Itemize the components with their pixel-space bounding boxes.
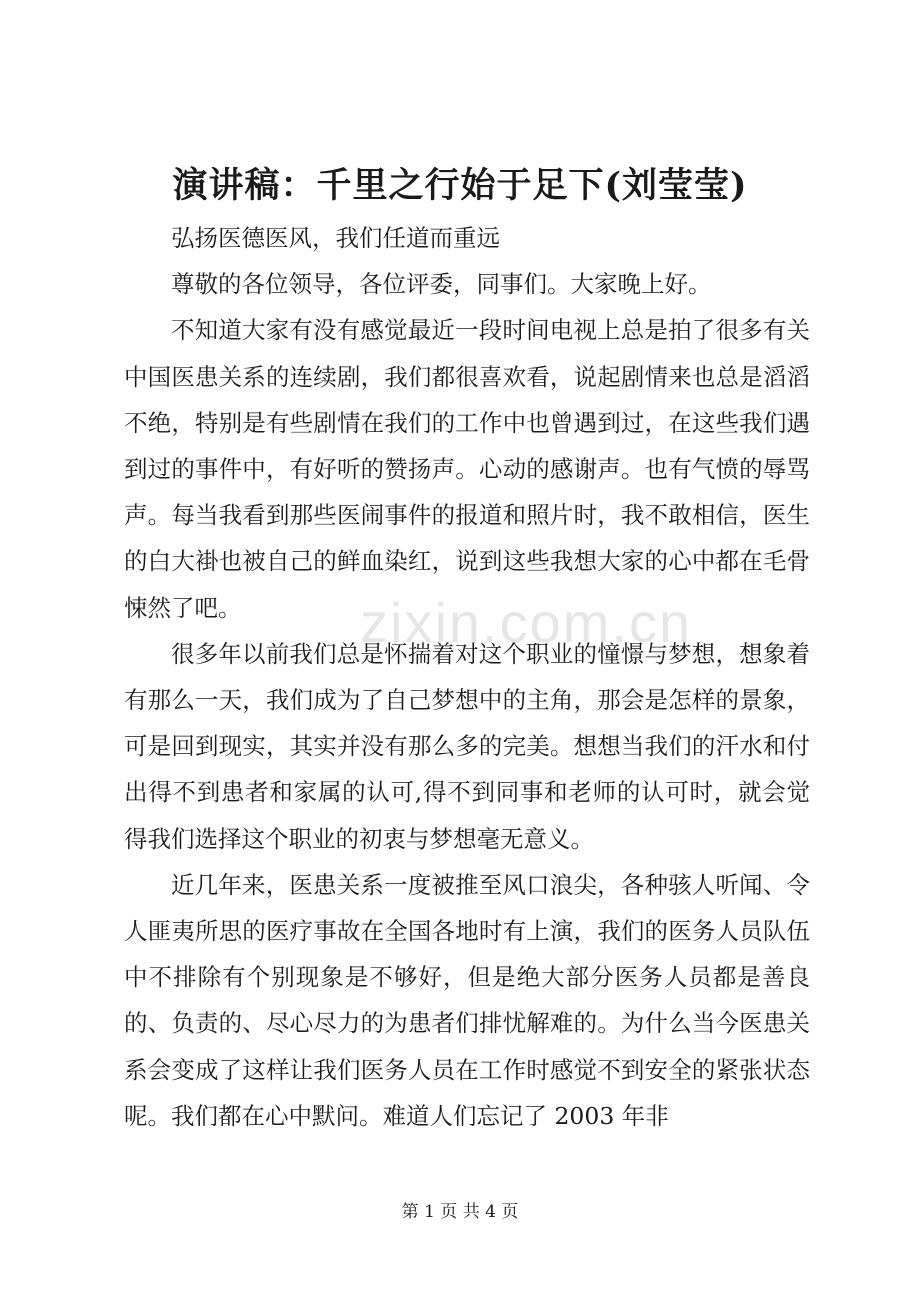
paragraph: 很多年以前我们总是怀揣着对这个职业的憧憬与梦想，想象着有那么一天，我们成为了自己梦想中的主角，那会是怎样的景象，可是回到现实，其实并没有那么多的完美。想想当我们的汗水和付出得不到患者和家属的认可,得不到同事和老师的认可时，就会觉得我们选择这个职业的初衷与梦想毫无意义。 (124, 639, 810, 853)
paragraph-greeting: 尊敬的各位领导，各位评委，同事们。大家晚上好。 (171, 270, 712, 299)
document-title: 演讲稿：千里之行始于足下(刘莹莹) (172, 165, 748, 206)
document-body (124, 215, 810, 1139)
paragraph: 近几年来，医患关系一度被推至风口浪尖，各种骇人听闻、令人匪夷所思的医疗事故在全国各地时有上演，我们的医务人员队伍中不排除有个别现象是不够好，但是绝大部分医务人员都是善良的、负责的、尽心尽力的为患者们排忧解难的。为什么当今医患关系会变成了这样让我们医务人员在工作时感觉不到安全的紧张状态呢。我们都在心中默问。难道人们忘记了 2003 年非 (124, 870, 810, 1130)
paragraph: 不知道大家有没有感觉最近一段时间电视上总是拍了很多有关中国医患关系的连续剧，我们都很喜欢看，说起剧情来也总是滔滔不绝，特别是有些剧情在我们的工作中也曾遇到过，在这些我们遇到过的事件中，有好听的赞扬声。心动的感谢声。也有气愤的辱骂声。每当我看到那些医闹事件的报道和照片时，我不敢相信，医生的白大褂也被自己的鲜血染红，说到这些我想大家的心中都在毛骨悚然了吧。 (124, 316, 810, 622)
paragraph-subtitle: 弘扬医德医风，我们任道而重远 (171, 224, 500, 252)
page-footer: 第 1 页 共 4 页 (401, 1202, 519, 1222)
watermark: zixin.com.cn (360, 591, 693, 654)
